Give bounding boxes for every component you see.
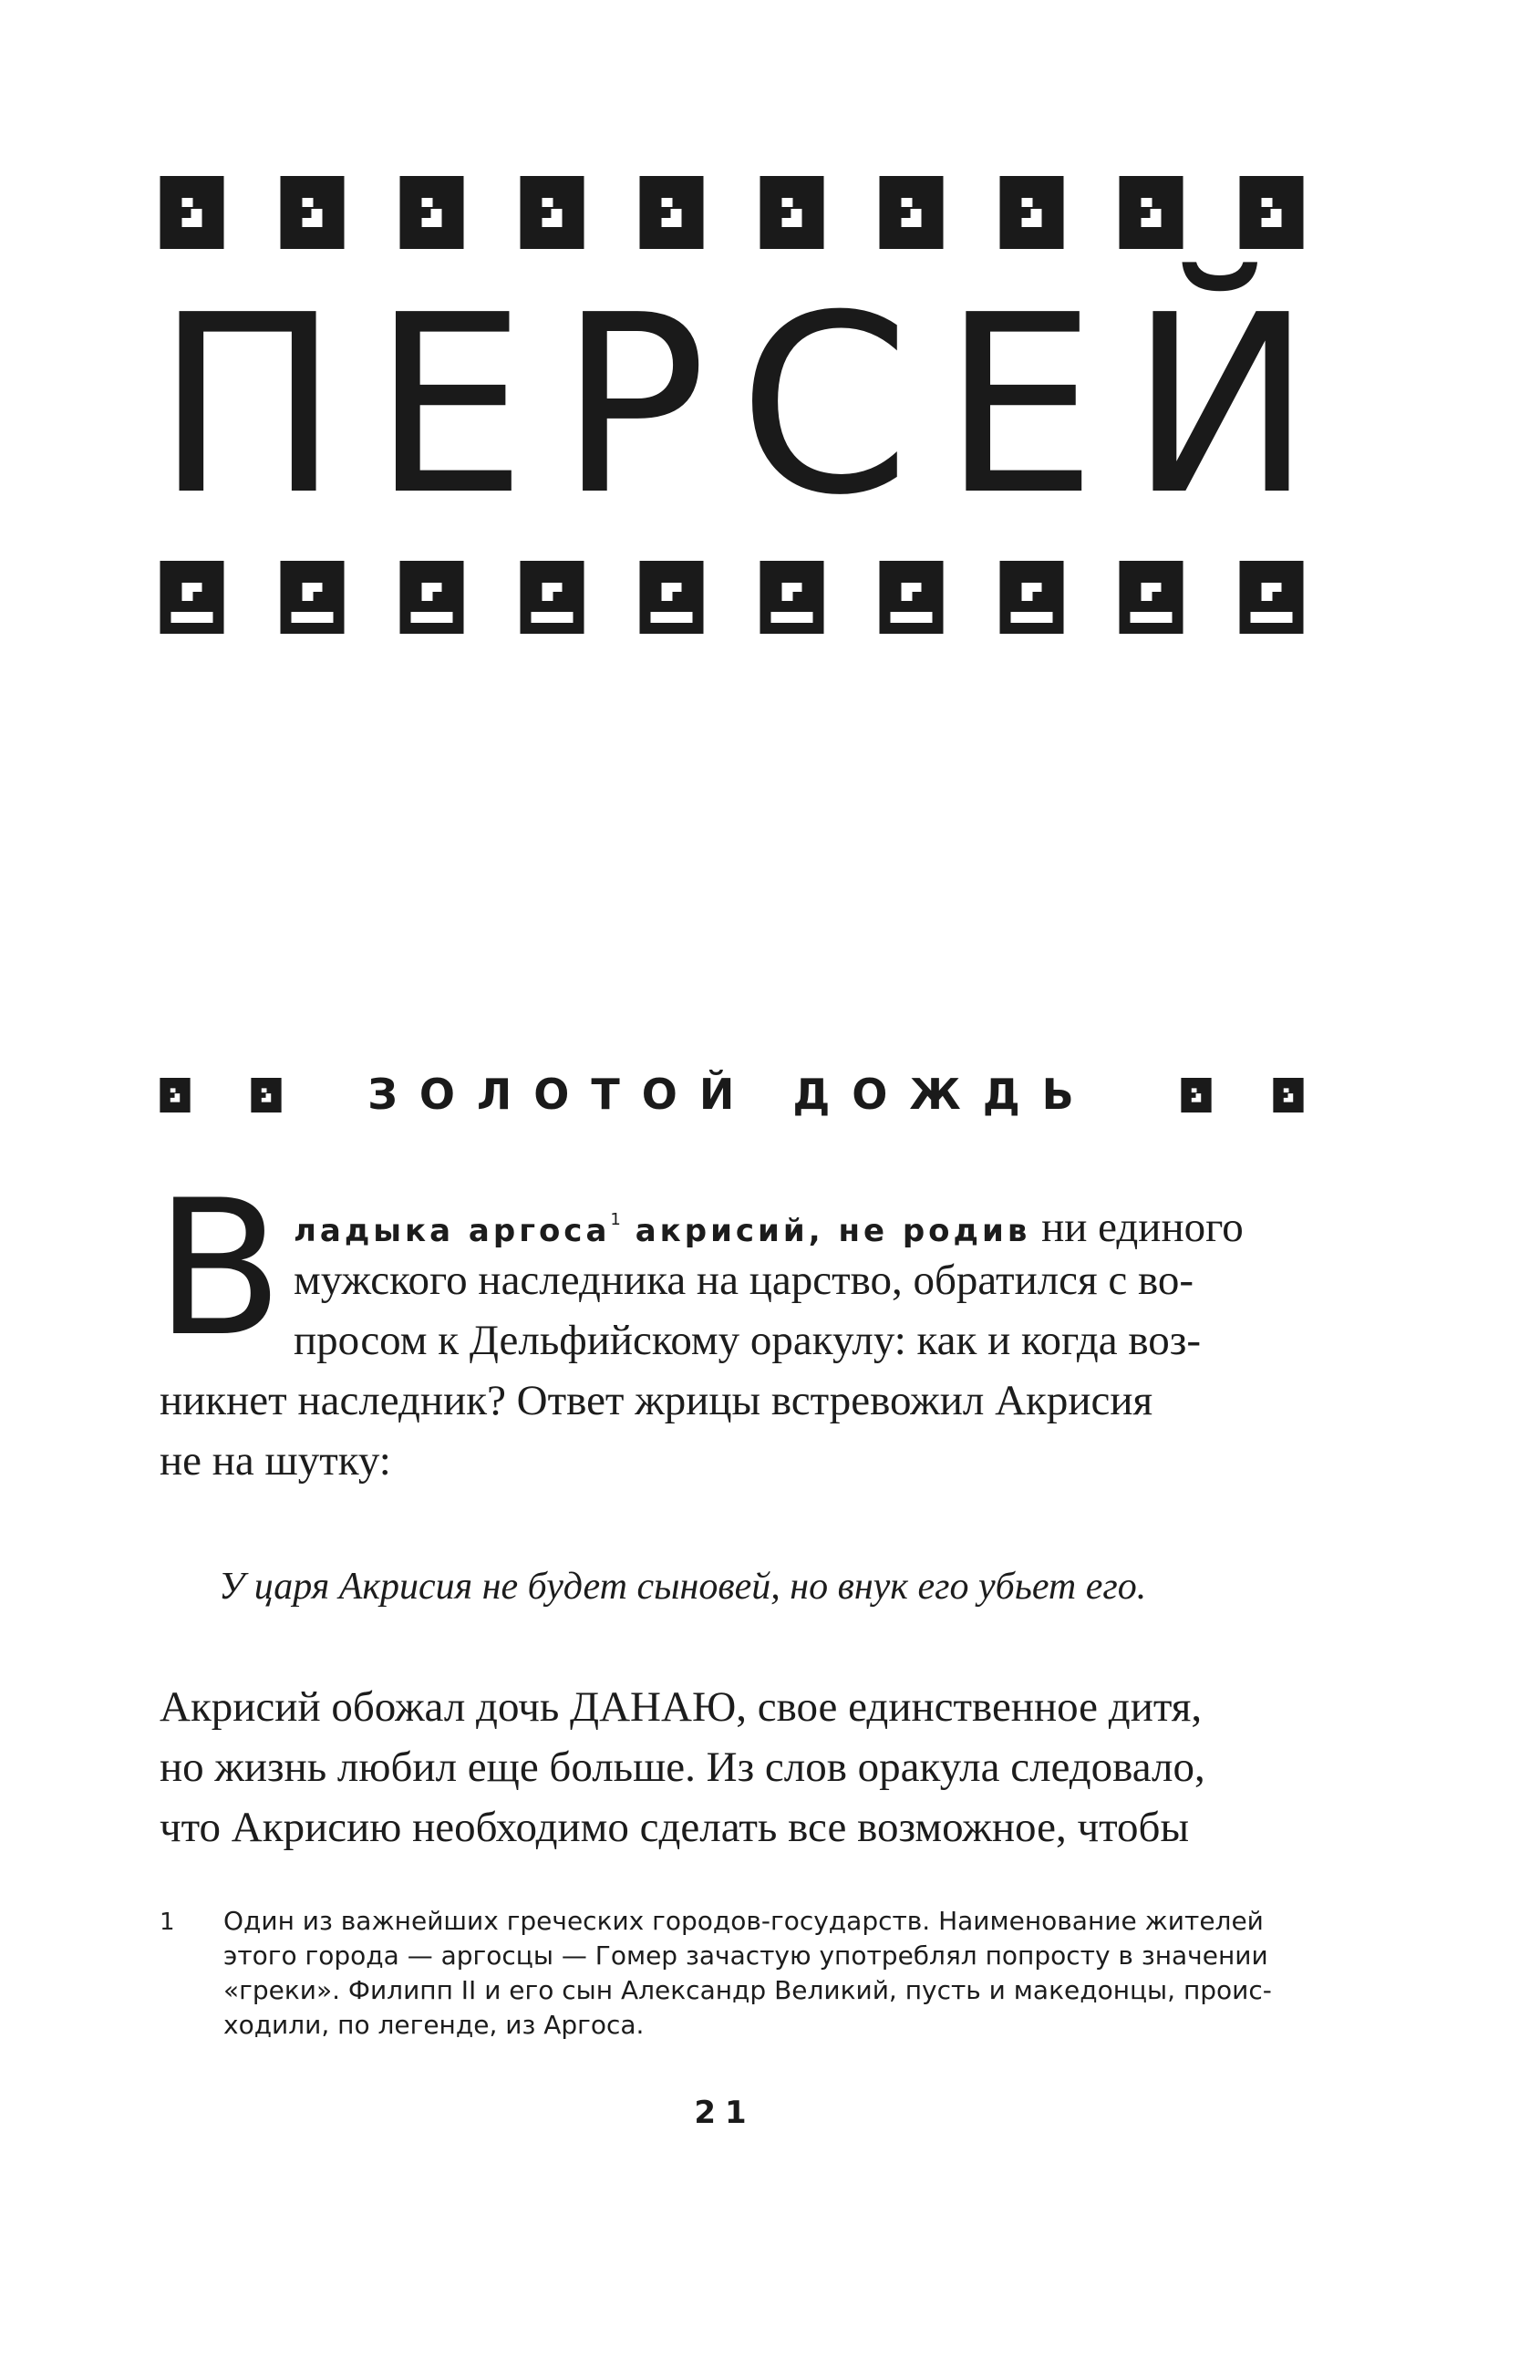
smallcaps-lead: ладыка аргоса bbox=[294, 1213, 611, 1249]
meander-icon bbox=[639, 561, 704, 634]
meander-icon bbox=[1239, 561, 1304, 634]
section-title: ЗОЛОТОЙ ДОЖДЬ bbox=[367, 1070, 1096, 1119]
meander-icon bbox=[1239, 176, 1304, 249]
oracle-quote: У царя Акрисия не будет сыновей, но внук его убьет его. bbox=[219, 1566, 1147, 1608]
page-number: 21 bbox=[694, 2095, 756, 2131]
meander-icon bbox=[879, 176, 944, 249]
chapter-title-letter: Р bbox=[558, 262, 708, 549]
meander-icon bbox=[520, 176, 584, 249]
meander-icon bbox=[1273, 1078, 1304, 1112]
chapter-title-letter: П bbox=[155, 262, 341, 549]
meander-icon bbox=[1181, 1078, 1212, 1112]
body-text-line: просом к Дельфийскому оракулу: как и когда воз- bbox=[294, 1317, 1201, 1364]
body-text-line: что Акрисию необходимо сделать все возможное, чтобы bbox=[160, 1804, 1190, 1851]
body-text-line: никнет наследник? Ответ жрицы встревожил Акрисия bbox=[160, 1377, 1153, 1424]
meander-icon bbox=[999, 176, 1064, 249]
chapter-title-letter: С bbox=[738, 262, 911, 549]
body-text-line: но жизнь любил еще больше. Из слов оракула следовало, bbox=[160, 1744, 1205, 1791]
footnote-text-line: этого города — аргосцы — Гомер зачастую употреблял попросту в значении bbox=[223, 1940, 1268, 1971]
meander-icon bbox=[879, 561, 944, 634]
meander-icon bbox=[639, 176, 704, 249]
chapter-title-letter: Е bbox=[371, 262, 528, 549]
footnote-reference[interactable]: 1 bbox=[610, 1210, 621, 1229]
meander-icon bbox=[1119, 176, 1183, 249]
body-text-line: не на шутку: bbox=[160, 1437, 391, 1485]
meander-icon bbox=[760, 176, 824, 249]
meander-icon bbox=[160, 1078, 191, 1112]
meander-border-top bbox=[160, 176, 1304, 249]
meander-icon bbox=[760, 561, 824, 634]
meander-icon bbox=[520, 561, 584, 634]
body-text-line: Акрисий обожал дочь ДАНАЮ, свое единственное дитя, bbox=[160, 1683, 1203, 1731]
footnote-text-line: Один из важнейших греческих городов-государств. Наименование жителей bbox=[223, 1906, 1264, 1936]
chapter-title-letter: Й bbox=[1128, 262, 1313, 549]
footnote-text-line: ходили, по легенде, из Аргоса. bbox=[223, 2010, 645, 2040]
body-text: ни единого bbox=[1030, 1204, 1244, 1251]
meander-icon bbox=[280, 176, 345, 249]
meander-icon bbox=[1119, 561, 1183, 634]
meander-icon bbox=[160, 561, 224, 634]
meander-icon bbox=[160, 176, 224, 249]
drop-cap: В bbox=[155, 1161, 284, 1378]
chapter-title bbox=[155, 262, 1313, 549]
footnote-number: 1 bbox=[160, 1909, 175, 1936]
chapter-title-letter: Е bbox=[941, 262, 1098, 549]
footnote-text-line: «греки». Филипп II и его сын Александр Великий, пусть и македонцы, проис- bbox=[223, 1975, 1272, 2005]
meander-icon bbox=[999, 561, 1064, 634]
meander-icon bbox=[399, 176, 464, 249]
body-text-line: мужского наследника на царство, обратился с во- bbox=[294, 1257, 1194, 1304]
section-heading bbox=[160, 1067, 1304, 1122]
meander-icon bbox=[280, 561, 345, 634]
meander-icon bbox=[399, 561, 464, 634]
meander-border-bottom bbox=[160, 561, 1304, 634]
body-text-line bbox=[294, 1193, 1244, 1251]
meander-icon bbox=[251, 1078, 282, 1112]
smallcaps-lead: акрисий, не родив bbox=[620, 1213, 1031, 1249]
